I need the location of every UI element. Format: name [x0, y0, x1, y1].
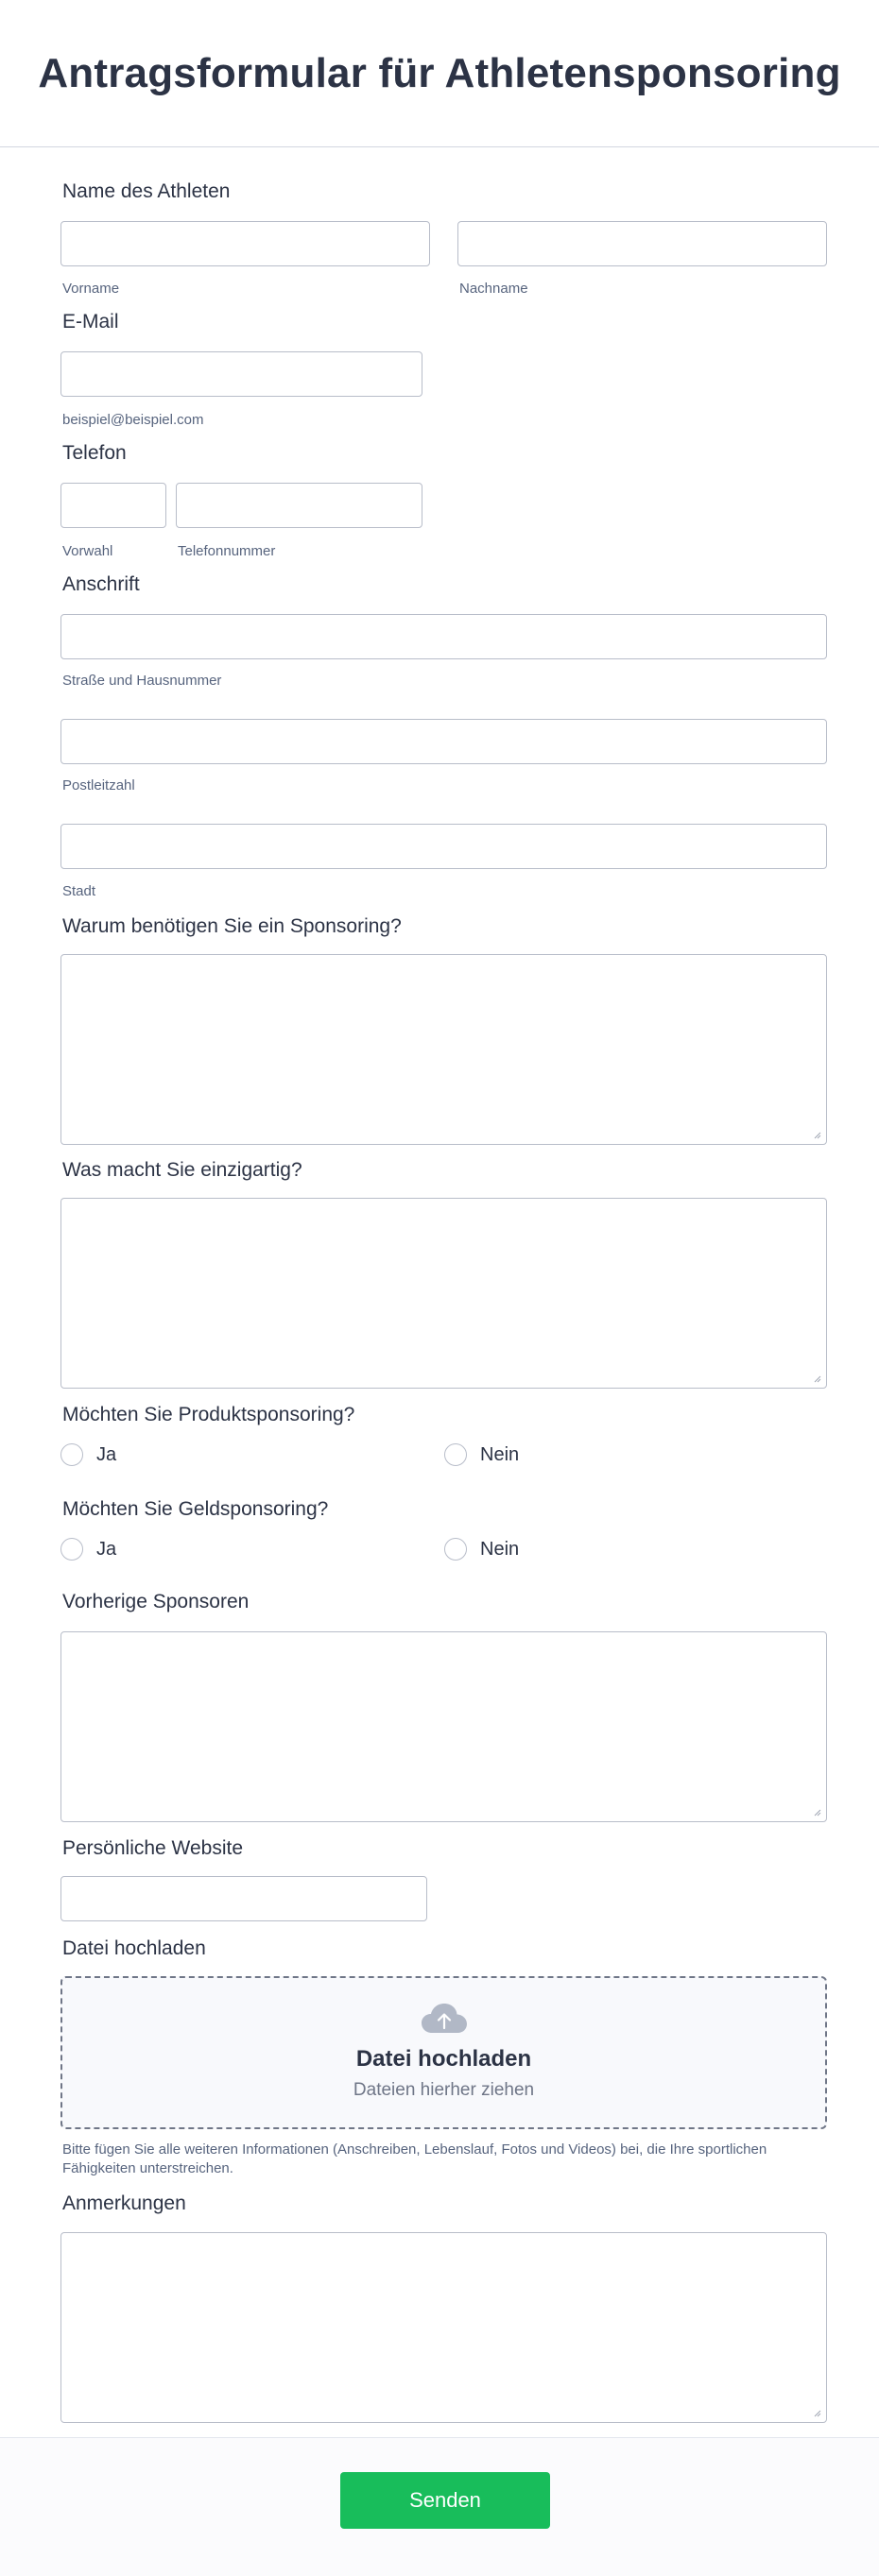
email-input[interactable]	[60, 351, 422, 397]
money-no-label: Nein	[480, 1538, 520, 1560]
form-header	[0, 0, 879, 147]
email-label: E-Mail	[62, 311, 119, 333]
address-label: Anschrift	[62, 573, 140, 595]
zip-sublabel: Postleitzahl	[62, 777, 135, 793]
area-code-input[interactable]	[60, 483, 166, 528]
upload-note	[62, 2141, 837, 2178]
first-name-input[interactable]	[60, 221, 430, 266]
radio-circle-icon[interactable]	[60, 1538, 83, 1561]
upload-title: Datei hochladen	[355, 2046, 532, 2072]
name-label: Name des Athleten	[62, 180, 231, 202]
money-sponsoring-label: Möchten Sie Geldsponsoring?	[62, 1498, 329, 1520]
remarks-label: Anmerkungen	[62, 2192, 186, 2214]
remarks-textarea[interactable]	[60, 2232, 827, 2423]
street-input[interactable]	[60, 614, 827, 659]
cloud-upload-icon	[421, 2003, 468, 2035]
last-name-sublabel: Nachname	[459, 281, 528, 297]
unique-textarea[interactable]	[60, 1198, 827, 1389]
upload-note-line2: Fähigkeiten unterstreichen.	[62, 2160, 233, 2176]
last-name-input[interactable]	[457, 221, 827, 266]
previous-sponsors-textarea[interactable]	[60, 1631, 827, 1822]
radio-circle-icon[interactable]	[444, 1443, 467, 1466]
money-yes-option[interactable]	[60, 1538, 116, 1561]
why-sponsoring-label: Warum benötigen Sie ein Sponsoring?	[62, 915, 402, 937]
resize-grip-icon[interactable]	[812, 2408, 821, 2417]
phone-number-sublabel: Telefonnummer	[178, 543, 276, 559]
previous-sponsors-label: Vorherige Sponsoren	[62, 1591, 250, 1612]
radio-circle-icon[interactable]	[444, 1538, 467, 1561]
phone-number-input[interactable]	[176, 483, 422, 528]
phone-label: Telefon	[62, 442, 127, 464]
product-no-option[interactable]	[444, 1443, 519, 1466]
upload-subtitle: Dateien hierher ziehen	[353, 2080, 535, 2100]
zip-input[interactable]	[60, 719, 827, 764]
form-title: Antragsformular für Athletensponsoring	[38, 49, 841, 96]
resize-grip-icon[interactable]	[812, 1130, 821, 1139]
product-no-label: Nein	[480, 1443, 520, 1465]
website-input[interactable]	[60, 1876, 427, 1921]
website-label: Persönliche Website	[62, 1837, 244, 1859]
file-upload-dropzone[interactable]	[60, 1976, 827, 2129]
money-no-option[interactable]	[444, 1538, 519, 1561]
upload-label: Datei hochladen	[62, 1937, 206, 1959]
resize-grip-icon[interactable]	[812, 1373, 821, 1383]
submit-button[interactable]: Senden	[340, 2472, 550, 2529]
radio-circle-icon[interactable]	[60, 1443, 83, 1466]
email-sublabel: beispiel@beispiel.com	[62, 412, 204, 428]
product-yes-option[interactable]	[60, 1443, 116, 1466]
street-sublabel: Straße und Hausnummer	[62, 673, 222, 689]
resize-grip-icon[interactable]	[812, 1807, 821, 1817]
product-yes-label: Ja	[96, 1443, 117, 1465]
money-yes-label: Ja	[96, 1538, 117, 1560]
upload-note-line1: Bitte fügen Sie alle weiteren Informationen (Anschreiben, Lebenslauf, Fotos und Videos) bei, die Ihre sportlichen	[62, 2141, 767, 2158]
product-sponsoring-label: Möchten Sie Produktsponsoring?	[62, 1404, 355, 1425]
city-sublabel: Stadt	[62, 883, 96, 899]
city-input[interactable]	[60, 824, 827, 869]
unique-label: Was macht Sie einzigartig?	[62, 1159, 302, 1181]
first-name-sublabel: Vorname	[62, 281, 120, 297]
area-code-sublabel: Vorwahl	[62, 543, 113, 559]
why-sponsoring-textarea[interactable]	[60, 954, 827, 1145]
